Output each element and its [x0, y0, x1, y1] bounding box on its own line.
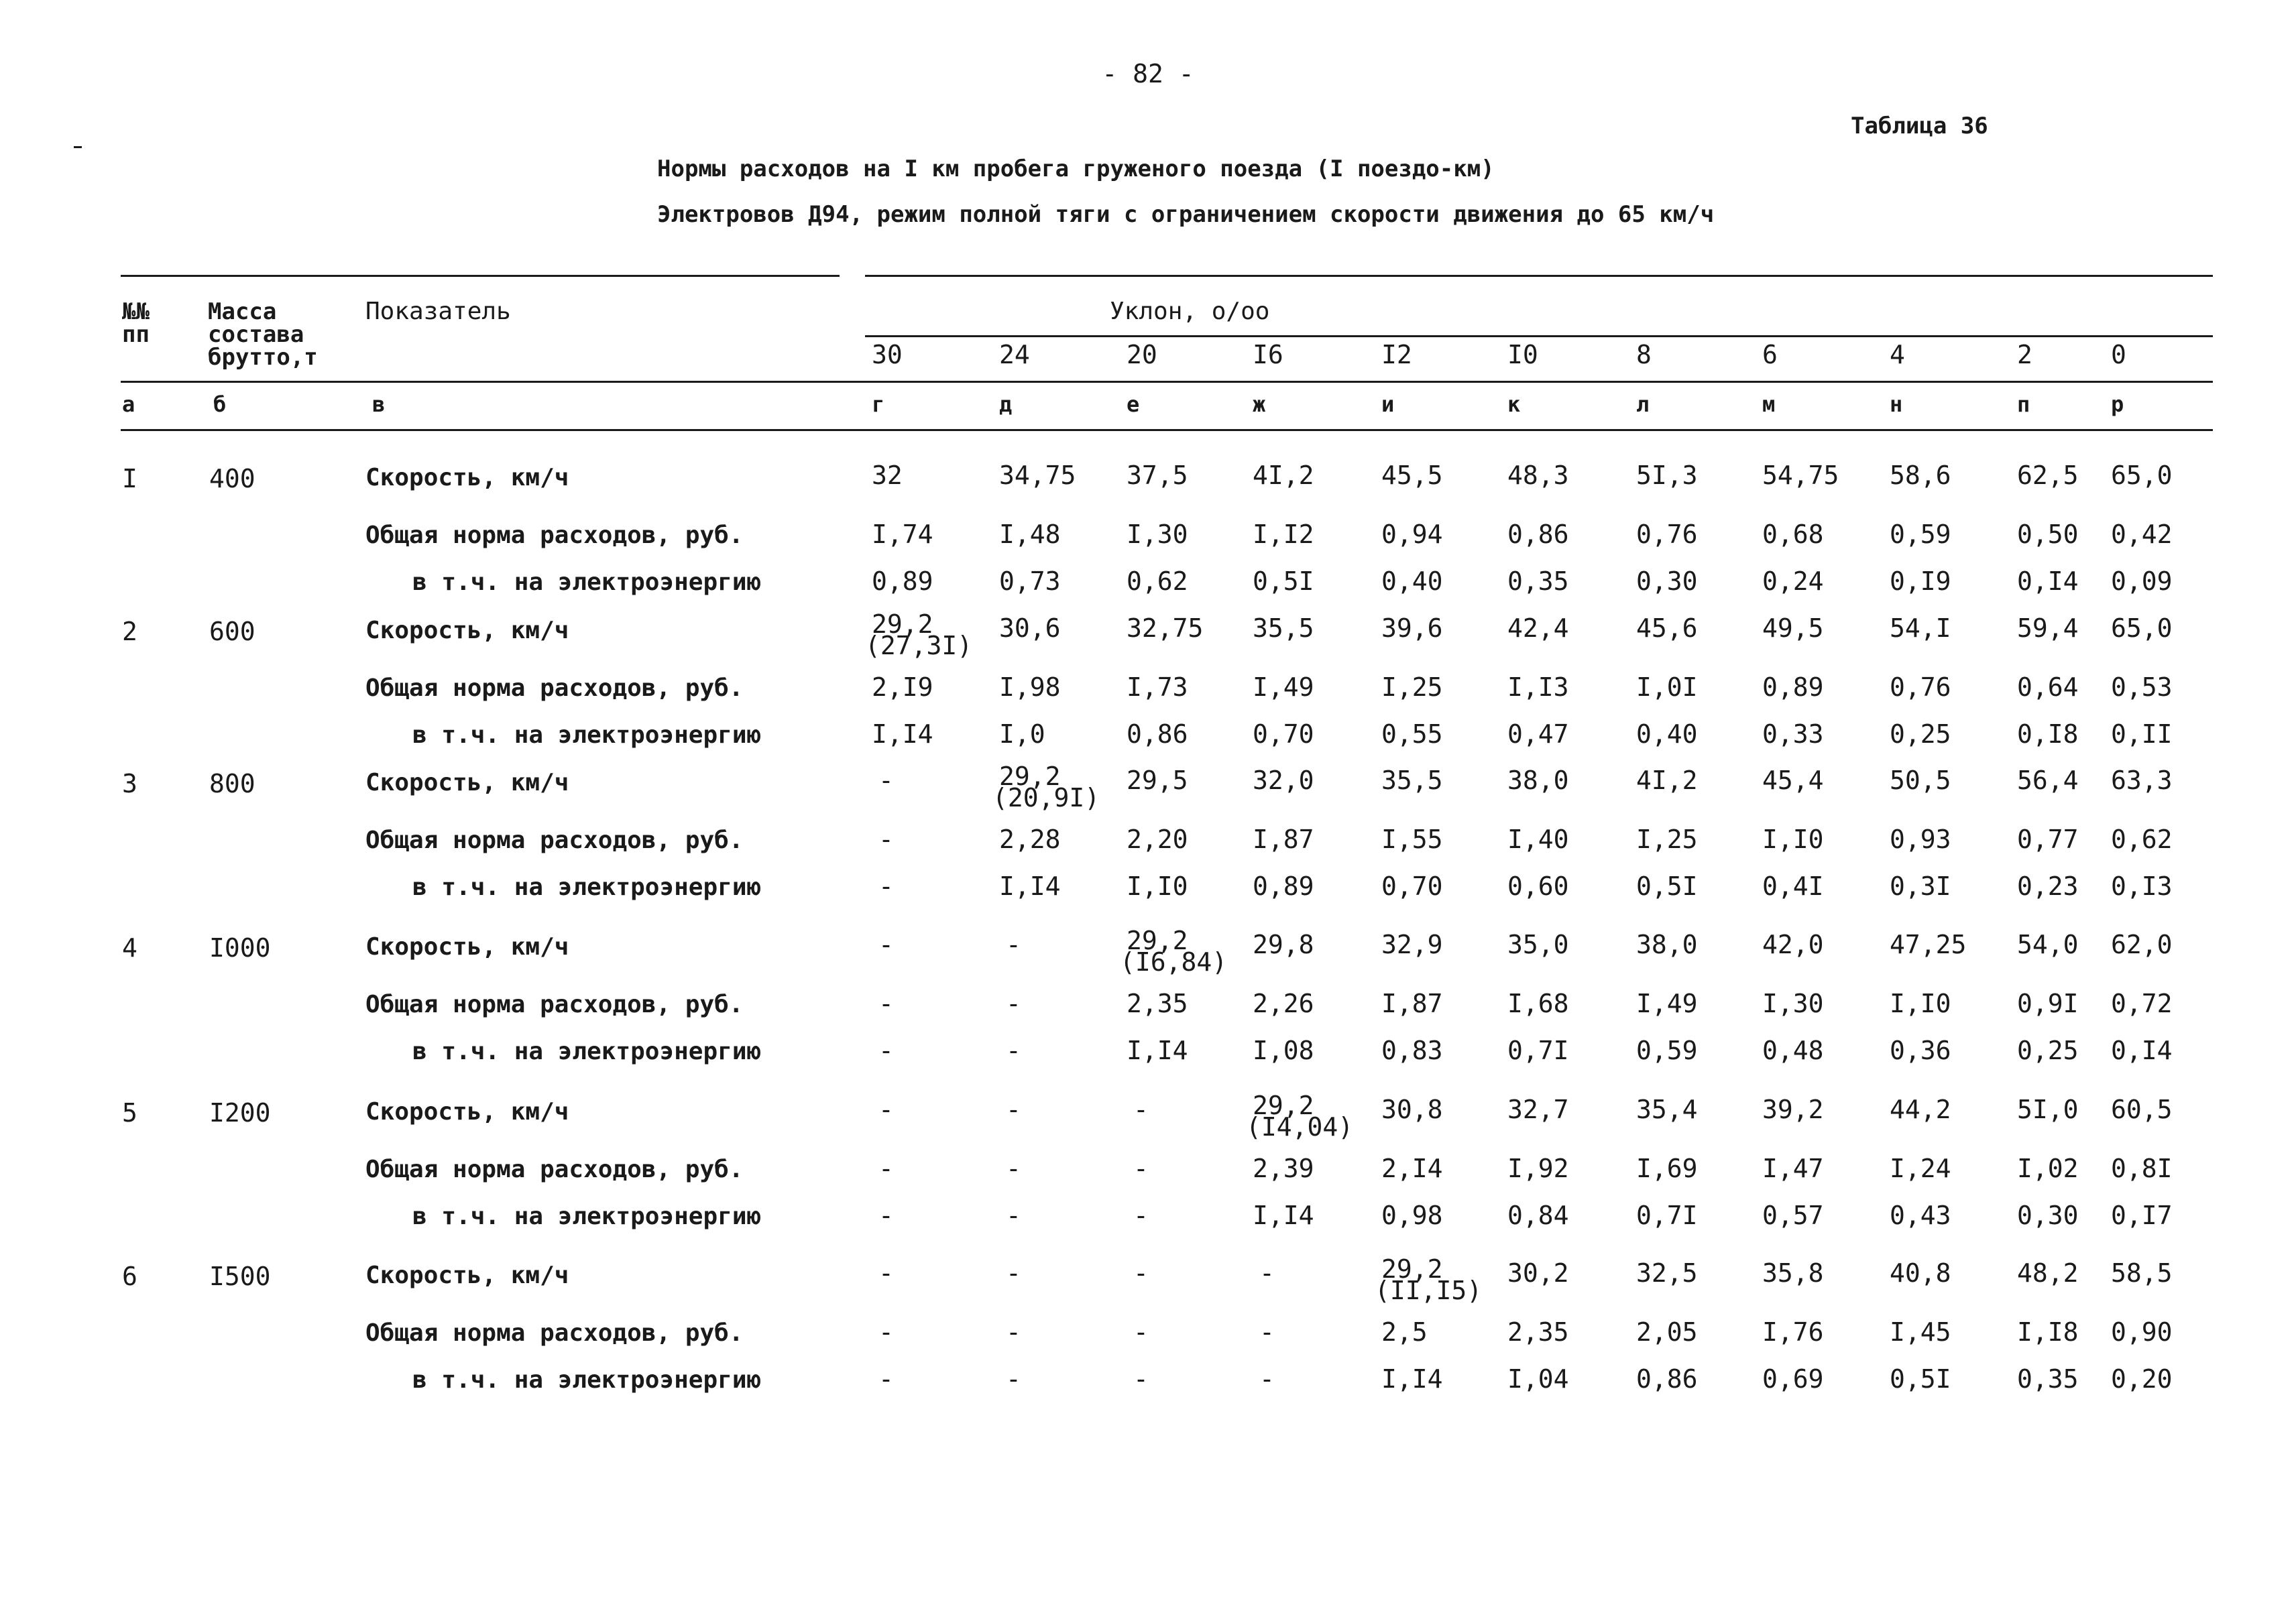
- energy-cost-value: -: [1133, 1364, 1149, 1394]
- column-letter-9: л: [1636, 392, 1650, 417]
- speed-note-value: (I6,84): [1120, 947, 1228, 977]
- total-cost-value: -: [878, 1154, 894, 1183]
- energy-cost-value: 0,09: [2111, 566, 2173, 596]
- speed-value: -: [1006, 1258, 1021, 1288]
- total-cost-value: 0,68: [1762, 520, 1824, 549]
- row-mass: 400: [209, 464, 255, 493]
- slope-header-0: 30: [872, 340, 903, 369]
- energy-cost-value: I,08: [1253, 1036, 1314, 1065]
- total-cost-value: I,87: [1381, 989, 1443, 1018]
- slope-header-2: 20: [1127, 340, 1157, 369]
- speed-value: 44,2: [1890, 1095, 1951, 1124]
- label-speed: Скорость, км/ч: [365, 769, 569, 796]
- table-title: Нормы расходов на I км пробега груженого поезда (I поездо-км): [657, 156, 1495, 182]
- energy-cost-value: 0,4I: [1762, 871, 1824, 901]
- speed-value: 40,8: [1890, 1258, 1951, 1288]
- column-letter-12: п: [2017, 392, 2030, 417]
- speed-value: -: [878, 1095, 894, 1124]
- total-cost-value: 2,I9: [872, 672, 933, 702]
- column-letter-10: м: [1762, 392, 1776, 417]
- speed-value: 4I,2: [1636, 766, 1698, 795]
- total-cost-value: I,92: [1507, 1154, 1569, 1183]
- energy-cost-value: 0,I9: [1890, 566, 1951, 596]
- speed-value: 65,0: [2111, 613, 2173, 643]
- row-mass: I000: [209, 933, 271, 963]
- column-letter-1: б: [213, 392, 227, 417]
- speed-value: 39,2: [1762, 1095, 1824, 1124]
- energy-cost-value: 0,7I: [1636, 1201, 1698, 1230]
- energy-cost-value: 0,86: [1127, 719, 1188, 749]
- total-cost-value: 2,35: [1127, 989, 1188, 1018]
- energy-cost-value: I,04: [1507, 1364, 1569, 1394]
- total-cost-value: 2,39: [1253, 1154, 1314, 1183]
- energy-cost-value: 0,I4: [2017, 566, 2079, 596]
- speed-value: 29,2: [999, 762, 1061, 791]
- speed-value: 4I,2: [1253, 461, 1314, 490]
- total-cost-value: -: [1133, 1154, 1149, 1183]
- speed-value: 29,8: [1253, 930, 1314, 959]
- label-total-cost: Общая норма расходов, руб.: [365, 674, 744, 702]
- energy-cost-value: 0,89: [872, 566, 933, 596]
- column-letter-6: ж: [1253, 392, 1266, 417]
- speed-value: 45,4: [1762, 766, 1824, 795]
- header-indicator: Показатель: [365, 298, 511, 325]
- total-cost-value: I,24: [1890, 1154, 1951, 1183]
- total-cost-value: 2,28: [999, 825, 1061, 854]
- speed-note-value: (20,9I): [992, 783, 1100, 813]
- speed-value: 45,5: [1381, 461, 1443, 490]
- slope-header-9: 2: [2017, 340, 2032, 369]
- speed-value: 65,0: [2111, 461, 2173, 490]
- total-cost-value: 2,20: [1127, 825, 1188, 854]
- energy-cost-value: 0,98: [1381, 1201, 1443, 1230]
- total-cost-value: -: [878, 825, 894, 854]
- total-cost-value: 2,26: [1253, 989, 1314, 1018]
- speed-value: 32,0: [1253, 766, 1314, 795]
- header-number: №№ пп: [122, 298, 150, 348]
- slope-header-4: I2: [1381, 340, 1412, 369]
- column-letter-7: и: [1381, 392, 1395, 417]
- energy-cost-value: 0,II: [2111, 719, 2173, 749]
- column-letter-11: н: [1890, 392, 1903, 417]
- speed-value: 35,5: [1381, 766, 1443, 795]
- column-letter-13: р: [2111, 392, 2124, 417]
- total-cost-value: 0,59: [1890, 520, 1951, 549]
- speed-value: 32,5: [1636, 1258, 1698, 1288]
- energy-cost-value: 0,23: [2017, 871, 2079, 901]
- energy-cost-value: 0,25: [2017, 1036, 2079, 1065]
- speed-value: 29,2: [1127, 926, 1188, 955]
- energy-cost-value: I,0: [999, 719, 1045, 749]
- speed-value: 48,2: [2017, 1258, 2079, 1288]
- total-cost-value: 0,94: [1381, 520, 1443, 549]
- speed-value: -: [1006, 930, 1021, 959]
- label-total-cost: Общая норма расходов, руб.: [365, 991, 744, 1018]
- energy-cost-value: 0,5I: [1253, 566, 1314, 596]
- slope-header-1: 24: [999, 340, 1030, 369]
- header-mass: Масса состава брутто,т: [208, 298, 318, 371]
- total-cost-value: I,74: [872, 520, 933, 549]
- energy-cost-value: 0,I3: [2111, 871, 2173, 901]
- energy-cost-value: 0,47: [1507, 719, 1569, 749]
- total-cost-value: I,45: [1890, 1317, 1951, 1347]
- row-mass: 600: [209, 617, 255, 646]
- energy-cost-value: I,I0: [1127, 871, 1188, 901]
- label-energy-cost: в т.ч. на электроэнергию: [412, 568, 762, 596]
- energy-cost-value: I,I4: [1381, 1364, 1443, 1394]
- speed-value: 42,4: [1507, 613, 1569, 643]
- energy-cost-value: 0,30: [2017, 1201, 2079, 1230]
- slope-header-5: I0: [1507, 340, 1538, 369]
- column-letter-5: е: [1127, 392, 1140, 417]
- energy-cost-value: 0,89: [1253, 871, 1314, 901]
- energy-cost-value: 0,36: [1890, 1036, 1951, 1065]
- slope-header-8: 4: [1890, 340, 1905, 369]
- total-cost-value: 0,90: [2111, 1317, 2173, 1347]
- total-cost-value: -: [1006, 989, 1021, 1018]
- total-cost-value: I,49: [1636, 989, 1698, 1018]
- label-total-cost: Общая норма расходов, руб.: [365, 827, 744, 854]
- energy-cost-value: -: [1006, 1036, 1021, 1065]
- energy-cost-value: 0,7I: [1507, 1036, 1569, 1065]
- energy-cost-value: 0,40: [1636, 719, 1698, 749]
- speed-value: 45,6: [1636, 613, 1698, 643]
- total-cost-value: 0,77: [2017, 825, 2079, 854]
- total-cost-value: 0,93: [1890, 825, 1951, 854]
- speed-value: 30,8: [1381, 1095, 1443, 1124]
- energy-cost-value: -: [878, 1036, 894, 1065]
- energy-cost-value: 0,83: [1381, 1036, 1443, 1065]
- rule-top-left: [121, 275, 840, 277]
- speed-value: -: [1133, 1095, 1149, 1124]
- energy-cost-value: 0,24: [1762, 566, 1824, 596]
- energy-cost-value: 0,20: [2111, 1364, 2173, 1394]
- total-cost-value: I,I2: [1253, 520, 1314, 549]
- speed-value: 32,75: [1127, 613, 1204, 643]
- total-cost-value: 0,53: [2111, 672, 2173, 702]
- energy-cost-value: 0,70: [1253, 719, 1314, 749]
- energy-cost-value: I,I4: [999, 871, 1061, 901]
- energy-cost-value: -: [1133, 1201, 1149, 1230]
- total-cost-value: 0,86: [1507, 520, 1569, 549]
- total-cost-value: I,I8: [2017, 1317, 2079, 1347]
- total-cost-value: I,30: [1762, 989, 1824, 1018]
- total-cost-value: 0,42: [2111, 520, 2173, 549]
- total-cost-value: 2,5: [1381, 1317, 1428, 1347]
- speed-value: 32,9: [1381, 930, 1443, 959]
- speed-value: 37,5: [1127, 461, 1188, 490]
- energy-cost-value: 0,69: [1762, 1364, 1824, 1394]
- total-cost-value: 0,8I: [2111, 1154, 2173, 1183]
- total-cost-value: 0,62: [2111, 825, 2173, 854]
- speed-value: 34,75: [999, 461, 1076, 490]
- total-cost-value: I,69: [1636, 1154, 1698, 1183]
- column-letter-8: к: [1507, 392, 1521, 417]
- scan-mark: [74, 146, 82, 148]
- column-letter-4: д: [999, 392, 1013, 417]
- label-speed: Скорость, км/ч: [365, 464, 569, 491]
- total-cost-value: -: [1006, 1154, 1021, 1183]
- total-cost-value: 0,50: [2017, 520, 2079, 549]
- speed-value: 30,2: [1507, 1258, 1569, 1288]
- energy-cost-value: -: [878, 1364, 894, 1394]
- row-number: 3: [122, 769, 137, 798]
- speed-value: 39,6: [1381, 613, 1443, 643]
- total-cost-value: I,48: [999, 520, 1061, 549]
- energy-cost-value: 0,73: [999, 566, 1061, 596]
- speed-value: 63,3: [2111, 766, 2173, 795]
- column-letter-2: в: [372, 392, 386, 417]
- total-cost-value: I,55: [1381, 825, 1443, 854]
- label-speed: Скорость, км/ч: [365, 933, 569, 961]
- total-cost-value: 0,64: [2017, 672, 2079, 702]
- speed-value: 47,25: [1890, 930, 1967, 959]
- speed-value: 29,2: [1381, 1254, 1443, 1284]
- energy-cost-value: 0,62: [1127, 566, 1188, 596]
- label-energy-cost: в т.ч. на электроэнергию: [412, 1366, 762, 1394]
- speed-value: 38,0: [1636, 930, 1698, 959]
- total-cost-value: I,0I: [1636, 672, 1698, 702]
- speed-value: 62,5: [2017, 461, 2079, 490]
- speed-note-value: (II,I5): [1375, 1276, 1483, 1305]
- label-energy-cost: в т.ч. на электроэнергию: [412, 874, 762, 901]
- total-cost-value: -: [878, 1317, 894, 1347]
- speed-value: -: [878, 1258, 894, 1288]
- energy-cost-value: 0,55: [1381, 719, 1443, 749]
- energy-cost-value: 0,43: [1890, 1201, 1951, 1230]
- row-number: 4: [122, 933, 137, 963]
- speed-value: 54,I: [1890, 613, 1951, 643]
- energy-cost-value: 0,5I: [1636, 871, 1698, 901]
- row-mass: I200: [209, 1098, 271, 1128]
- label-energy-cost: в т.ч. на электроэнергию: [412, 721, 762, 749]
- speed-value: -: [1259, 1258, 1275, 1288]
- speed-value: 5I,3: [1636, 461, 1698, 490]
- speed-value: 50,5: [1890, 766, 1951, 795]
- energy-cost-value: -: [1006, 1364, 1021, 1394]
- speed-value: 29,5: [1127, 766, 1188, 795]
- speed-value: 58,6: [1890, 461, 1951, 490]
- energy-cost-value: 0,48: [1762, 1036, 1824, 1065]
- label-energy-cost: в т.ч. на электроэнергию: [412, 1203, 762, 1230]
- label-total-cost: Общая норма расходов, руб.: [365, 1319, 744, 1347]
- total-cost-value: -: [1006, 1317, 1021, 1347]
- energy-cost-value: -: [878, 871, 894, 901]
- energy-cost-value: I,I4: [872, 719, 933, 749]
- speed-note-value: (27,3I): [865, 631, 973, 660]
- rule-slope-divider: [865, 335, 2213, 337]
- rule-letters-bottom: [121, 429, 2213, 431]
- energy-cost-value: 0,25: [1890, 719, 1951, 749]
- speed-value: 56,4: [2017, 766, 2079, 795]
- total-cost-value: 0,89: [1762, 672, 1824, 702]
- column-letter-3: г: [872, 392, 885, 417]
- energy-cost-value: 0,57: [1762, 1201, 1824, 1230]
- speed-value: 35,0: [1507, 930, 1569, 959]
- slope-header-6: 8: [1636, 340, 1652, 369]
- total-cost-value: -: [878, 989, 894, 1018]
- total-cost-value: 2,I4: [1381, 1154, 1443, 1183]
- energy-cost-value: 0,I7: [2111, 1201, 2173, 1230]
- label-speed: Скорость, км/ч: [365, 1098, 569, 1126]
- label-total-cost: Общая норма расходов, руб.: [365, 522, 744, 549]
- energy-cost-value: -: [878, 1201, 894, 1230]
- energy-cost-value: -: [1259, 1364, 1275, 1394]
- label-total-cost: Общая норма расходов, руб.: [365, 1156, 744, 1183]
- speed-value: 54,0: [2017, 930, 2079, 959]
- energy-cost-value: 0,84: [1507, 1201, 1569, 1230]
- rule-top-right: [865, 275, 2213, 277]
- speed-value: 49,5: [1762, 613, 1824, 643]
- speed-value: 29,2: [1253, 1091, 1314, 1120]
- total-cost-value: I,98: [999, 672, 1061, 702]
- total-cost-value: I,02: [2017, 1154, 2079, 1183]
- rule-header-bottom: [121, 381, 2213, 383]
- total-cost-value: 0,76: [1636, 520, 1698, 549]
- label-speed: Скорость, км/ч: [365, 617, 569, 644]
- energy-cost-value: 0,35: [2017, 1364, 2079, 1394]
- speed-value: 32: [872, 461, 903, 490]
- speed-value: 54,75: [1762, 461, 1839, 490]
- total-cost-value: I,30: [1127, 520, 1188, 549]
- energy-cost-value: I,I4: [1127, 1036, 1188, 1065]
- speed-value: -: [878, 766, 894, 795]
- slope-header-7: 6: [1762, 340, 1778, 369]
- speed-value: 35,8: [1762, 1258, 1824, 1288]
- total-cost-value: 0,72: [2111, 989, 2173, 1018]
- row-number: I: [122, 464, 137, 493]
- energy-cost-value: 0,86: [1636, 1364, 1698, 1394]
- speed-value: 48,3: [1507, 461, 1569, 490]
- total-cost-value: I,68: [1507, 989, 1569, 1018]
- row-mass: I500: [209, 1262, 271, 1291]
- header-slope: Уклон, о/оо: [1110, 298, 1270, 325]
- speed-value: 5I,0: [2017, 1095, 2079, 1124]
- speed-value: 35,5: [1253, 613, 1314, 643]
- energy-cost-value: I,I4: [1253, 1201, 1314, 1230]
- speed-value: 35,4: [1636, 1095, 1698, 1124]
- speed-value: -: [1006, 1095, 1021, 1124]
- total-cost-value: I,I0: [1890, 989, 1951, 1018]
- energy-cost-value: 0,60: [1507, 871, 1569, 901]
- energy-cost-value: -: [1006, 1201, 1021, 1230]
- speed-value: 59,4: [2017, 613, 2079, 643]
- row-mass: 800: [209, 769, 255, 798]
- total-cost-value: I,40: [1507, 825, 1569, 854]
- table-label: Таблица 36: [1851, 113, 1988, 139]
- total-cost-value: -: [1259, 1317, 1275, 1347]
- speed-value: -: [1133, 1258, 1149, 1288]
- energy-cost-value: 0,5I: [1890, 1364, 1951, 1394]
- speed-value: 58,5: [2111, 1258, 2173, 1288]
- speed-value: 60,5: [2111, 1095, 2173, 1124]
- label-energy-cost: в т.ч. на электроэнергию: [412, 1038, 762, 1065]
- total-cost-value: 0,9I: [2017, 989, 2079, 1018]
- energy-cost-value: 0,3I: [1890, 871, 1951, 901]
- energy-cost-value: 0,33: [1762, 719, 1824, 749]
- total-cost-value: I,I3: [1507, 672, 1569, 702]
- energy-cost-value: 0,I8: [2017, 719, 2079, 749]
- table-subtitle: Электровов Д94, режим полной тяги с ограничением скорости движения до 65 км/ч: [657, 201, 1715, 228]
- total-cost-value: 2,35: [1507, 1317, 1569, 1347]
- speed-value: 30,6: [999, 613, 1061, 643]
- speed-value: 29,2: [872, 609, 933, 639]
- energy-cost-value: 0,70: [1381, 871, 1443, 901]
- total-cost-value: I,73: [1127, 672, 1188, 702]
- total-cost-value: -: [1133, 1317, 1149, 1347]
- page-number: - 82 -: [1102, 59, 1194, 88]
- total-cost-value: 2,05: [1636, 1317, 1698, 1347]
- total-cost-value: I,49: [1253, 672, 1314, 702]
- row-number: 6: [122, 1262, 137, 1291]
- total-cost-value: I,25: [1636, 825, 1698, 854]
- total-cost-value: I,76: [1762, 1317, 1824, 1347]
- energy-cost-value: 0,59: [1636, 1036, 1698, 1065]
- slope-header-3: I6: [1253, 340, 1283, 369]
- column-letter-0: а: [122, 392, 135, 417]
- total-cost-value: I,87: [1253, 825, 1314, 854]
- energy-cost-value: 0,30: [1636, 566, 1698, 596]
- speed-value: 32,7: [1507, 1095, 1569, 1124]
- speed-value: -: [878, 930, 894, 959]
- total-cost-value: I,I0: [1762, 825, 1824, 854]
- speed-value: 62,0: [2111, 930, 2173, 959]
- slope-header-10: 0: [2111, 340, 2126, 369]
- energy-cost-value: 0,35: [1507, 566, 1569, 596]
- row-number: 5: [122, 1098, 137, 1128]
- total-cost-value: 0,76: [1890, 672, 1951, 702]
- speed-note-value: (I4,04): [1246, 1112, 1354, 1142]
- row-number: 2: [122, 617, 137, 646]
- speed-value: 38,0: [1507, 766, 1569, 795]
- energy-cost-value: 0,40: [1381, 566, 1443, 596]
- label-speed: Скорость, км/ч: [365, 1262, 569, 1289]
- energy-cost-value: 0,I4: [2111, 1036, 2173, 1065]
- speed-value: 42,0: [1762, 930, 1824, 959]
- total-cost-value: I,25: [1381, 672, 1443, 702]
- total-cost-value: I,47: [1762, 1154, 1824, 1183]
